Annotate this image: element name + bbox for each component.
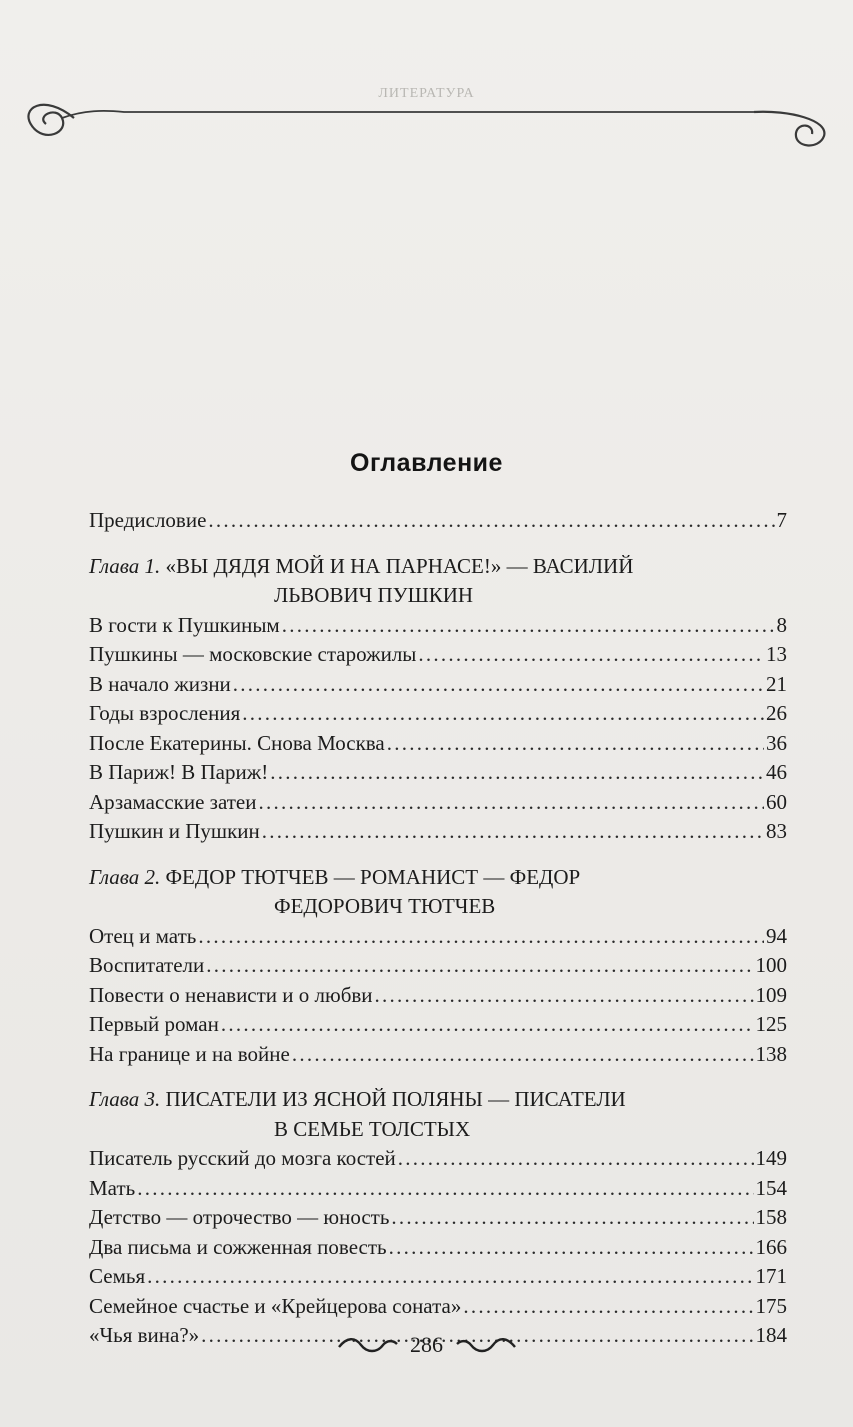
- leader-dots: [398, 1144, 754, 1174]
- chapter-title-line1: «ВЫ ДЯДЯ МОЙ И НА ПАРНАСЕ!» — ВАСИЛИЙ: [165, 553, 634, 578]
- toc-entry-label: Семейное счастье и «Крейцерова соната»: [89, 1293, 462, 1318]
- toc-entry-page: 7: [776, 508, 787, 532]
- toc-title: Оглавление: [350, 449, 503, 477]
- toc-entry-page: 125: [755, 1012, 787, 1036]
- leader-dots: [233, 670, 764, 700]
- leader-dots: [292, 1040, 754, 1070]
- toc-entry[interactable]: [89, 1010, 787, 1040]
- toc-entry[interactable]: [89, 670, 787, 700]
- leader-dots: [270, 758, 764, 788]
- toc-entry-page: 158: [755, 1205, 787, 1229]
- toc-entry-label: Повести о ненависти и о любви: [89, 982, 373, 1007]
- toc-entry[interactable]: [89, 1262, 787, 1292]
- page-number: 286: [410, 1331, 443, 1357]
- toc-entry-label: Арзамасские затеи: [89, 789, 257, 814]
- toc-entry[interactable]: [89, 817, 787, 847]
- toc-entry-page: 149: [755, 1146, 787, 1170]
- toc-entry-page: 166: [755, 1234, 787, 1259]
- toc-entry-label: Предисловие: [89, 508, 207, 532]
- chapter-heading-2[interactable]: [89, 863, 787, 922]
- chapter-heading-3[interactable]: [89, 1085, 787, 1144]
- toc-entry-label: Писатель русский до мозга костей: [89, 1146, 396, 1170]
- left-swash-ornament: [337, 1335, 399, 1355]
- leader-dots: [375, 981, 754, 1011]
- leader-dots: [221, 1010, 754, 1040]
- toc-entry-page: 83: [766, 819, 787, 843]
- toc-entry-label: «Чья вина?»: [89, 1323, 200, 1347]
- toc-entry-label: Пушкины — московские старожилы: [89, 642, 417, 666]
- toc-entry[interactable]: [89, 788, 787, 818]
- toc-entry-page: 94: [766, 923, 787, 948]
- toc-entry-page: 171: [755, 1264, 787, 1288]
- toc-entry-page: 100: [755, 953, 787, 977]
- chapter-title-line1: ФЕДОР ТЮТЧЕВ — РОМАНИСТ — ФЕДОР: [165, 864, 581, 889]
- table-of-contents: [89, 506, 787, 1351]
- leader-dots: [282, 611, 775, 641]
- toc-entry-page: 46: [766, 760, 787, 784]
- chapter-label: Глава 1.: [89, 553, 161, 578]
- toc-entry-page: 60: [766, 789, 787, 814]
- toc-entry-label: В Париж! В Париж!: [89, 760, 269, 784]
- toc-entry-label: После Екатерины. Снова Москва: [89, 730, 385, 755]
- toc-entry-label: Годы взросления: [89, 701, 241, 725]
- toc-entry-label: Первый роман: [89, 1012, 219, 1036]
- toc-entry-page: 36: [766, 730, 787, 755]
- leader-dots: [198, 922, 764, 952]
- leader-dots: [463, 1292, 753, 1322]
- toc-entry[interactable]: [89, 1203, 787, 1233]
- page-footer: [0, 1330, 853, 1358]
- leader-dots: [258, 788, 764, 818]
- toc-entry[interactable]: [89, 699, 787, 729]
- toc-entry[interactable]: [89, 1174, 787, 1204]
- leader-dots: [387, 729, 764, 759]
- toc-entry[interactable]: [89, 611, 787, 641]
- toc-entry-page: 26: [766, 701, 787, 725]
- toc-entry[interactable]: [89, 1040, 787, 1070]
- toc-entry-page: 138: [755, 1041, 787, 1066]
- toc-entry[interactable]: [89, 758, 787, 788]
- toc-entry-label: Семья: [89, 1264, 146, 1288]
- toc-entry[interactable]: [89, 951, 787, 981]
- leader-dots: [262, 817, 764, 847]
- toc-entry[interactable]: [89, 1233, 787, 1263]
- toc-entry-label: Отец и мать: [89, 923, 197, 948]
- leader-dots: [242, 699, 764, 729]
- running-head: ЛИТЕРАТУРА: [378, 86, 475, 101]
- leader-dots: [137, 1174, 753, 1204]
- leader-dots: [391, 1203, 753, 1233]
- toc-entry-preface[interactable]: [89, 506, 787, 536]
- chapter-title-line2: В СЕМЬЕ ТОЛСТЫХ: [274, 1116, 471, 1141]
- right-swash-ornament: [455, 1335, 517, 1355]
- chapter-heading-1[interactable]: [89, 552, 787, 611]
- leader-dots: [206, 951, 753, 981]
- toc-entry[interactable]: [89, 640, 787, 670]
- chapter-title-line2: ФЕДОРОВИЧ ТЮТЧЕВ: [274, 894, 496, 918]
- chapter-title-line2: ЛЬВОВИЧ ПУШКИН: [274, 583, 474, 607]
- toc-entry-label: На границе и на войне: [89, 1041, 290, 1066]
- toc-entry-label: В гости к Пушкиным: [89, 612, 280, 637]
- toc-entry-label: Два письма и сожженная повесть: [89, 1234, 387, 1259]
- toc-entry[interactable]: [89, 1292, 787, 1322]
- toc-entry-label: Пушкин и Пушкин: [89, 819, 260, 843]
- chapter-title-line1: ПИСАТЕЛИ ИЗ ЯСНОЙ ПОЛЯНЫ — ПИСАТЕЛИ: [165, 1087, 626, 1111]
- toc-entry-page: 109: [755, 982, 787, 1007]
- toc-entry[interactable]: [89, 729, 787, 759]
- leader-dots: [208, 506, 774, 536]
- leader-dots: [418, 640, 764, 670]
- leader-dots: [389, 1233, 754, 1263]
- toc-entry-label: Мать: [89, 1175, 136, 1200]
- toc-entry-label: Воспитатели: [89, 953, 205, 977]
- header-flourish-ornament: [14, 88, 844, 158]
- chapter-label: Глава 3.: [89, 1087, 161, 1111]
- toc-entry-page: 184: [755, 1323, 787, 1347]
- toc-entry[interactable]: [89, 922, 787, 952]
- toc-entry[interactable]: [89, 981, 787, 1011]
- toc-entry-page: 175: [755, 1293, 787, 1318]
- toc-entry[interactable]: [89, 1144, 787, 1174]
- toc-entry-page: 21: [766, 671, 787, 696]
- toc-entry-page: 8: [776, 612, 787, 637]
- toc-entry-label: В начало жизни: [89, 671, 231, 696]
- chapter-label: Глава 2.: [89, 864, 161, 889]
- toc-entry-page: 154: [755, 1175, 787, 1200]
- toc-entry-page: 13: [766, 642, 787, 666]
- leader-dots: [147, 1262, 753, 1292]
- toc-entry-label: Детство — отрочество — юность: [89, 1205, 390, 1229]
